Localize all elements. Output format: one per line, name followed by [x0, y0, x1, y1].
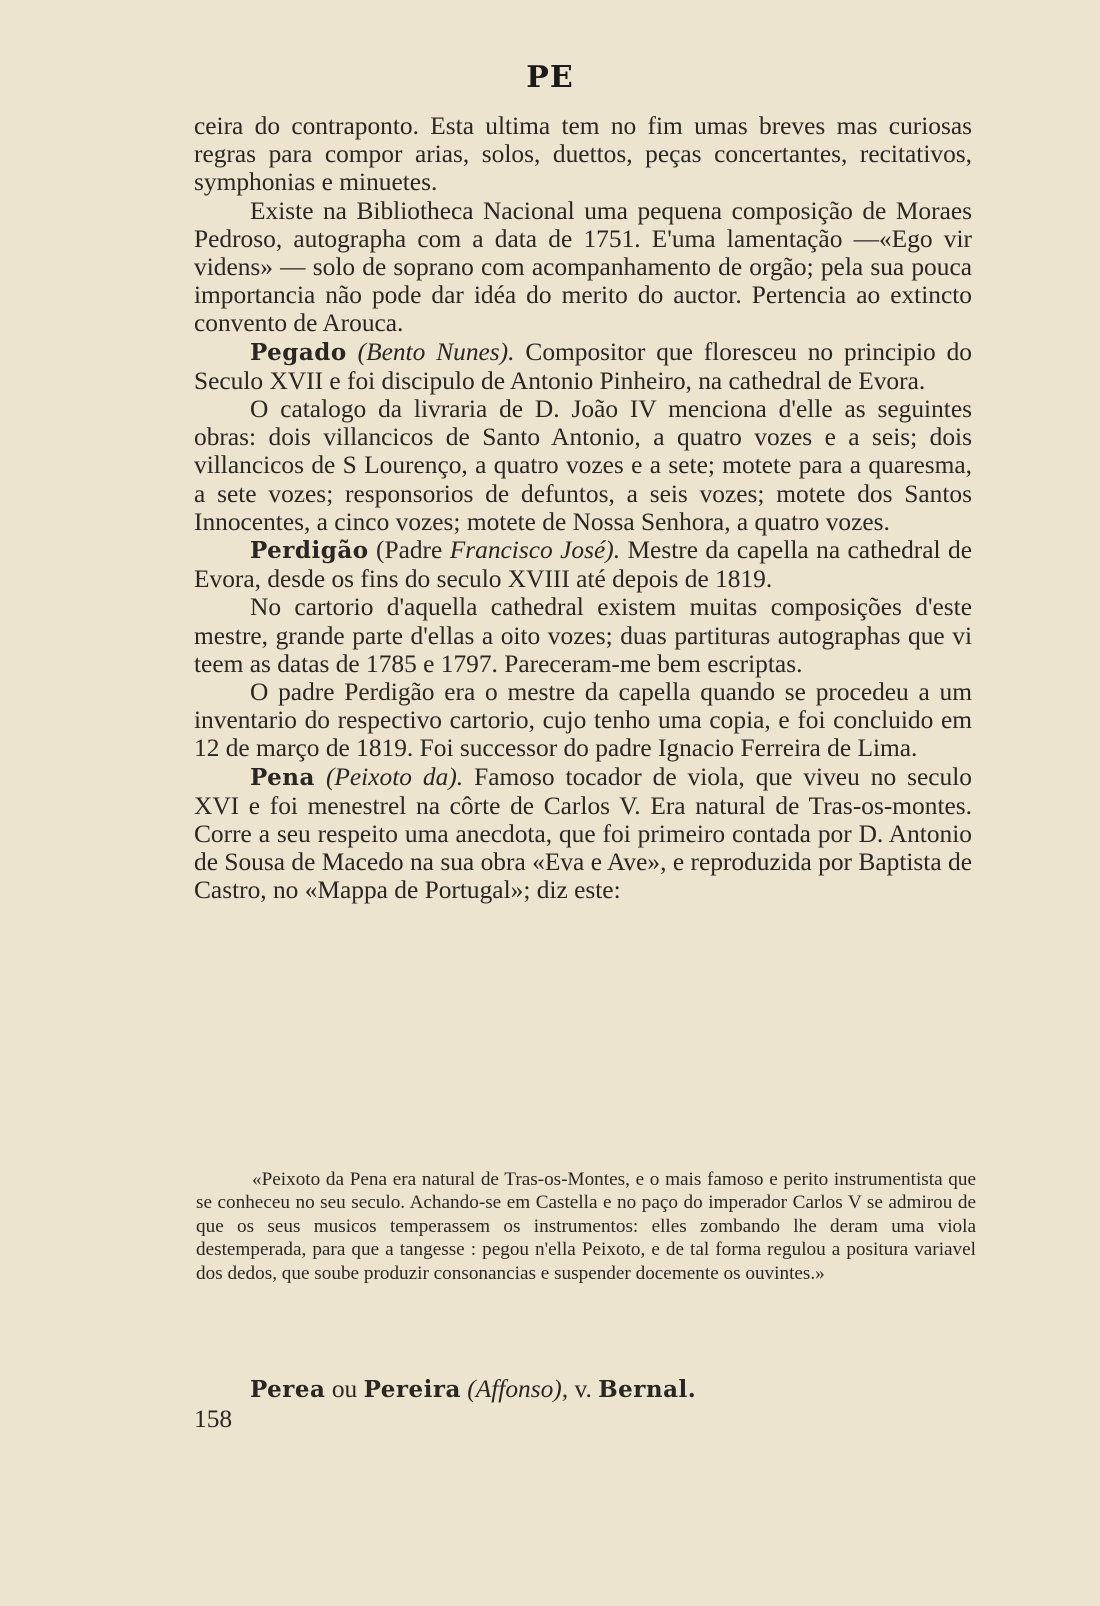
entry-person-name: (Bento Nunes).: [357, 337, 515, 366]
xref-see: v.: [574, 1375, 592, 1403]
entry-pena: [194, 763, 972, 905]
entry-name-prefix: (Padre: [376, 536, 443, 565]
running-head: PE: [526, 60, 574, 95]
entry-perdigao: [194, 536, 972, 593]
xref-headword-pereira: Pereira: [363, 1376, 461, 1403]
entry-person-name: (Peixoto da).: [325, 762, 464, 791]
paragraph-moraes-pedroso: Existe na Bibliotheca Nacional uma pequena composição de Moraes Pedroso, autographa com a data de 1751. E'uma lamentação —«Ego vir videns» — solo de soprano com acompanhamento de orgão; pela sua pouca importancia não pode dar idéa do merito do auctor. Pertencia ao extincto convento de Arouca.: [194, 196, 972, 338]
body-text: [194, 112, 972, 905]
entry-headword: Pena: [250, 763, 315, 791]
block-quote: [196, 1168, 976, 1285]
entry-text: Mestre da capella na cathedral de Evora, desde os fins do seculo XVIII até depois de 1819.: [194, 536, 972, 594]
paragraph-catalogo: O catalogo da livraria de D. João IV menciona d'elle as seguintes obras: dois villancicos de Santo Antonio, a quatro vozes e a seis; dois villancicos de S Lourenço, a quatro vozes e a sete; motete para a quaresma, a sete vozes; responsorios de defuntos, a seis vozes; motete dos Santos Innocentes, a cinco vozes; motete de Nossa Senhora, a quatro vozes.: [194, 395, 972, 536]
cross-reference: [194, 1374, 972, 1405]
entry-headword: Pegado: [250, 338, 347, 366]
quote-text: «Peixoto da Pena era natural de Tras-os-Montes, e o mais famoso e perito instrumentista que se conheceu no seu seculo. Achando-se em Castella e no paço do imperador Carlos V se admirou de que os seus musicos temperassem os instrumentos: elles zombando lhe deram uma viola destemperada, para que a tangesse : pegou n'ella Peixoto, e de tal forma regulou a positura variavel dos dedos, que soube produzir consonancias e suspender docemente os ouvintes.»: [196, 1169, 976, 1284]
xref-ou: ou: [331, 1375, 358, 1403]
entry-headword: Perdigão: [250, 537, 369, 565]
xref-person-name: (Affonso),: [467, 1375, 569, 1403]
page-number: 158: [194, 1405, 233, 1433]
xref-target-bernal: Bernal.: [598, 1376, 697, 1403]
paragraph-continuation: ceira do contraponto. Esta ultima tem no fim umas breves mas curiosas regras para compor arias, solos, duettos, peças concertantes, recitativos, symphonias e minuetes.: [194, 112, 972, 197]
entry-text: Famoso tocador de viola, que viveu no seculo XVI e foi menestrel na côrte de Carlos V. Era natural de Tras-os-montes. Corre a seu respeito uma anecdota, que foi primeiro contada por D. Antonio de Sousa de Macedo na sua obra «Eva e Ave», e reproduzida por Baptista de Castro, no «Mappa de Portugal»; diz este:: [194, 762, 972, 905]
xref-headword-perea: Perea: [250, 1376, 326, 1403]
paragraph-inventario: O padre Perdigão era o mestre da capella quando se procedeu a um inventario do respectivo cartorio, cujo tenho uma copia, e foi concluido em 12 de março de 1819. Foi successor do padre Ignacio Ferreira de Lima.: [194, 678, 972, 763]
entry-pegado: [194, 338, 972, 395]
entry-person-name: Francisco José).: [449, 536, 621, 565]
entry-text: Compositor que floresceu no principio do Seculo XVII e foi discipulo de Antonio Pinheiro, na cathedral de Evora.: [194, 337, 972, 395]
paragraph-cartorio: No cartorio d'aquella cathedral existem muitas composições d'este mestre, grande parte d'ellas a oito vozes; duas partituras autographas que vi teem as datas de 1785 e 1797. Pareceram-me bem escriptas.: [194, 593, 972, 678]
